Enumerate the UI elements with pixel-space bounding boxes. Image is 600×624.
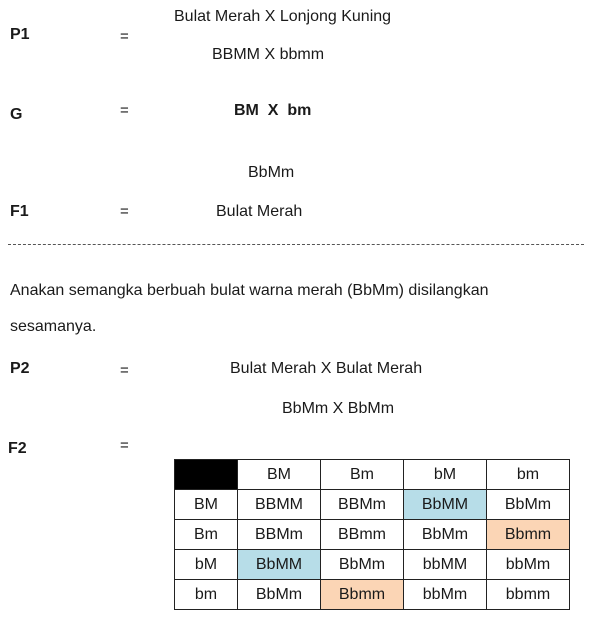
p2-label: P2 xyxy=(10,360,30,377)
punnett-cell: bbMm xyxy=(404,580,487,610)
f2-equals: = xyxy=(120,437,129,454)
p2-phenotype: Bulat Merah X Bulat Merah xyxy=(230,360,423,377)
punnett-cell-highlight-peach: Bbmm xyxy=(487,520,570,550)
punnett-cell: BbMm xyxy=(238,580,321,610)
p1-label: P1 xyxy=(10,26,30,43)
punnett-row-header: bm xyxy=(175,580,238,610)
punnett-cell: bbmm xyxy=(487,580,570,610)
g-label: G xyxy=(10,106,23,123)
punnett-cell: BBMm xyxy=(238,520,321,550)
punnett-col-header: Bm xyxy=(321,460,404,490)
p1-genotype: BBMM X bbmm xyxy=(212,46,325,63)
punnett-corner-cell xyxy=(175,460,238,490)
punnett-row xyxy=(175,490,570,520)
punnett-cell: bbMM xyxy=(404,550,487,580)
punnett-header-row xyxy=(175,460,570,490)
punnett-cell: BBMM xyxy=(238,490,321,520)
g-equals: = xyxy=(120,102,129,119)
punnett-row-header: bM xyxy=(175,550,238,580)
f1-equals: = xyxy=(120,203,129,220)
punnett-cell: BBMm xyxy=(321,490,404,520)
punnett-cell: BbMm xyxy=(404,520,487,550)
punnett-row-header: BM xyxy=(175,490,238,520)
punnett-col-header: bM xyxy=(404,460,487,490)
punnett-cell: bbMm xyxy=(487,550,570,580)
f1-label: F1 xyxy=(10,203,29,220)
punnett-row xyxy=(175,580,570,610)
paragraph-line-1: Anakan semangka berbuah bulat warna merah (BbMm) disilangkan xyxy=(10,282,489,299)
punnett-col-header: BM xyxy=(238,460,321,490)
punnett-col-header: bm xyxy=(487,460,570,490)
punnett-cell-highlight-peach: Bbmm xyxy=(321,580,404,610)
punnett-row xyxy=(175,520,570,550)
p2-genotype: BbMm X BbMm xyxy=(282,400,395,417)
punnett-cell: BbMm xyxy=(487,490,570,520)
g-gametes: BM X bm xyxy=(234,102,312,119)
p1-equals: = xyxy=(120,28,129,45)
p1-phenotype: Bulat Merah X Lonjong Kuning xyxy=(174,8,392,25)
f1-phenotype: Bulat Merah xyxy=(216,203,303,220)
p2-equals: = xyxy=(120,362,129,379)
dashed-divider xyxy=(8,244,584,245)
punnett-square xyxy=(174,459,570,610)
f2-label: F2 xyxy=(8,440,27,457)
punnett-row-header: Bm xyxy=(175,520,238,550)
punnett-row xyxy=(175,550,570,580)
punnett-cell: BbMm xyxy=(321,550,404,580)
punnett-cell: BBmm xyxy=(321,520,404,550)
punnett-cell-highlight-blue: BbMM xyxy=(238,550,321,580)
punnett-cell-highlight-blue: BbMM xyxy=(404,490,487,520)
paragraph-line-2: sesamanya. xyxy=(10,318,97,335)
f1-genotype: BbMm xyxy=(248,164,295,181)
